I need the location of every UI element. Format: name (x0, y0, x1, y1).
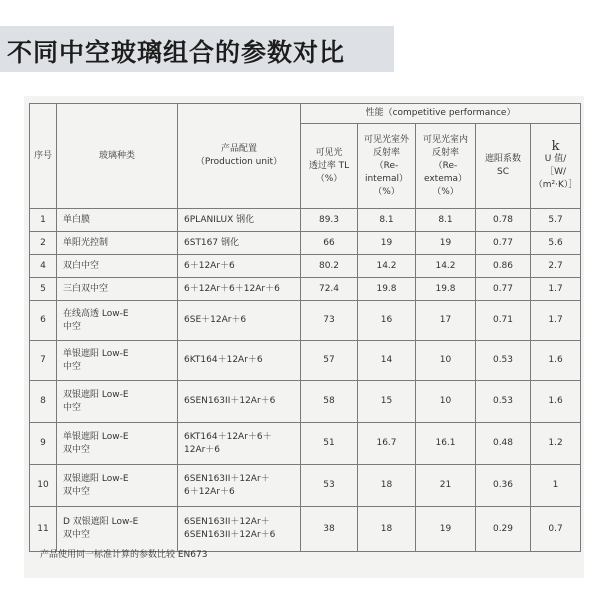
col-header-u-text (533, 153, 578, 192)
cell-sc: 0.29 (476, 507, 531, 552)
cell-glass-type (57, 341, 178, 381)
cell-sc: 0.48 (476, 423, 531, 465)
cell-no: 9 (30, 423, 57, 465)
cell-reflect-out: 19.8 (358, 278, 416, 301)
cell-tl: 58 (301, 381, 358, 423)
table-row (30, 423, 581, 465)
col-header-reflect-out (358, 124, 416, 209)
cell-glass-type-line: 双白中空 (63, 260, 100, 271)
col-header-config-en: （Production unit） (195, 157, 283, 167)
table-row (30, 278, 581, 301)
cell-glass-type-line: 在线高透 Low-E (63, 308, 129, 319)
table-row (30, 209, 581, 232)
cell-glass-type-line: 双中空 (63, 444, 91, 455)
table-row (30, 255, 581, 278)
cell-config (178, 423, 301, 465)
cell-no: 10 (30, 465, 57, 507)
cell-reflect-in: 16.1 (416, 423, 476, 465)
header-line: （Re-intemal） (364, 160, 409, 184)
cell-reflect-out: 14 (358, 341, 416, 381)
cell-config-line: 6ST167 钢化 (184, 237, 239, 248)
header-line: （Re-extema） (423, 160, 468, 184)
cell-reflect-in: 8.1 (416, 209, 476, 232)
cell-tl: 53 (301, 465, 358, 507)
cell-glass-type (57, 465, 178, 507)
table-body (30, 209, 581, 552)
cell-config-line: 6SEN163II＋12Ar＋6 (184, 530, 276, 540)
cell-tl: 72.4 (301, 278, 358, 301)
table-row (30, 301, 581, 341)
col-header-no: 序号 (30, 104, 57, 209)
cell-glass-type (57, 209, 178, 232)
handwritten-k-mark: k (551, 139, 560, 154)
cell-config-line: 6＋12Ar＋6 (184, 486, 235, 497)
cell-reflect-in: 19 (416, 507, 476, 552)
cell-glass-type-line: 双中空 (63, 486, 91, 497)
cell-u: 5.7 (531, 209, 581, 232)
cell-config (178, 255, 301, 278)
cell-glass-type-line: 双银遮阳 Low-E (63, 473, 129, 484)
cell-u: 2.7 (531, 255, 581, 278)
cell-tl: 80.2 (301, 255, 358, 278)
cell-config-line: 6SEN163II＋12Ar＋6 (184, 396, 276, 406)
cell-reflect-in: 19.8 (416, 278, 476, 301)
cell-tl: 89.3 (301, 209, 358, 232)
cell-reflect-in: 17 (416, 301, 476, 341)
cell-glass-type (57, 381, 178, 423)
cell-reflect-out: 18 (358, 507, 416, 552)
cell-config (178, 507, 301, 552)
header-line: 遮阳系数 (484, 154, 521, 164)
table-row (30, 381, 581, 423)
cell-config (178, 301, 301, 341)
cell-glass-type-line: 单银遮阳 Low-E (63, 348, 129, 359)
cell-sc: 0.77 (476, 232, 531, 255)
cell-config-line: 6SEN163II＋12Ar＋ (184, 517, 270, 527)
cell-config-line: 12Ar＋6 (184, 444, 221, 455)
header-line: ［W/ (545, 167, 566, 177)
header-line: （%） (315, 173, 343, 184)
header-line: 透过率 TL (308, 160, 350, 171)
cell-glass-type (57, 423, 178, 465)
table-row (30, 507, 581, 552)
cell-reflect-in: 10 (416, 341, 476, 381)
parameter-table (29, 103, 581, 552)
cell-no: 1 (30, 209, 57, 232)
cell-no: 8 (30, 381, 57, 423)
cell-tl: 73 (301, 301, 358, 341)
cell-glass-type-line: 双银遮阳 Low-E (63, 389, 129, 400)
header-line: SC (497, 167, 509, 177)
cell-reflect-out: 19 (358, 232, 416, 255)
cell-sc: 0.53 (476, 341, 531, 381)
col-header-config (178, 104, 301, 209)
table-row (30, 232, 581, 255)
cell-u: 1.6 (531, 341, 581, 381)
cell-glass-type-line: 单银遮阳 Low-E (63, 431, 129, 442)
col-header-reflect-in (416, 124, 476, 209)
cell-glass-type-line: 双中空 (63, 530, 91, 540)
cell-u: 1 (531, 465, 581, 507)
cell-tl: 38 (301, 507, 358, 552)
cell-glass-type-line: D 双银遮阳 Low-E (63, 517, 139, 527)
header-line: （%） (373, 186, 400, 197)
cell-tl: 57 (301, 341, 358, 381)
cell-u: 5.6 (531, 232, 581, 255)
header-line: 反射率 (431, 147, 459, 158)
cell-config (178, 278, 301, 301)
cell-config-line: 6＋12Ar＋6 (184, 260, 235, 271)
cell-glass-type (57, 301, 178, 341)
title-banner (0, 26, 394, 72)
cell-sc: 0.77 (476, 278, 531, 301)
cell-tl: 66 (301, 232, 358, 255)
header-line: （m²·K）］ (533, 180, 578, 190)
cell-u: 1.7 (531, 301, 581, 341)
cell-config-line: 6＋12Ar＋6＋12Ar＋6 (184, 283, 280, 294)
cell-reflect-out: 14.2 (358, 255, 416, 278)
cell-no: 7 (30, 341, 57, 381)
header-row-group (30, 104, 581, 124)
cell-no: 2 (30, 232, 57, 255)
cell-glass-type-line: 中空 (63, 402, 82, 413)
col-header-sc (476, 124, 531, 209)
header-line: （%） (432, 186, 459, 197)
cell-no: 11 (30, 507, 57, 552)
cell-reflect-out: 18 (358, 465, 416, 507)
cell-reflect-in: 10 (416, 381, 476, 423)
cell-reflect-out: 16.7 (358, 423, 416, 465)
col-header-u (531, 124, 581, 209)
cell-config (178, 381, 301, 423)
cell-reflect-in: 21 (416, 465, 476, 507)
header-line: 可见光 (315, 147, 343, 158)
cell-tl: 51 (301, 423, 358, 465)
cell-no: 5 (30, 278, 57, 301)
col-header-tl (301, 124, 358, 209)
cell-glass-type (57, 255, 178, 278)
cell-glass-type-line: 中空 (63, 361, 82, 372)
cell-no: 6 (30, 301, 57, 341)
page-title: 不同中空玻璃组合的参数对比 (7, 38, 346, 67)
cell-reflect-in: 14.2 (416, 255, 476, 278)
cell-reflect-out: 16 (358, 301, 416, 341)
cell-glass-type-line: 单白膜 (63, 214, 91, 225)
header-line: 反射率 (372, 147, 400, 158)
cell-reflect-in: 19 (416, 232, 476, 255)
cell-glass-type (57, 232, 178, 255)
cell-config (178, 341, 301, 381)
cell-config-line: 6SEN163II＋12Ar＋ (184, 473, 270, 484)
cell-sc: 0.36 (476, 465, 531, 507)
cell-u: 1.7 (531, 278, 581, 301)
cell-reflect-out: 15 (358, 381, 416, 423)
cell-no: 4 (30, 255, 57, 278)
cell-glass-type-line: 中空 (63, 321, 82, 332)
cell-glass-type-line: 单阳光控制 (63, 237, 109, 248)
cell-u: 1.6 (531, 381, 581, 423)
col-header-type: 玻璃种类 (57, 104, 178, 209)
header-line: 可见光室外 (363, 134, 409, 145)
cell-config-line: 6KT164＋12Ar＋6＋ (184, 431, 272, 442)
cell-config-line: 6PLANILUX 钢化 (184, 214, 255, 225)
cell-reflect-out: 8.1 (358, 209, 416, 232)
cell-u: 1.2 (531, 423, 581, 465)
table-row (30, 465, 581, 507)
col-header-performance: 性能（competitive performance） (301, 104, 581, 124)
cell-sc: 0.71 (476, 301, 531, 341)
table-row (30, 341, 581, 381)
cell-config-line: 6KT164＋12Ar＋6 (184, 355, 263, 365)
cell-config (178, 465, 301, 507)
header-line: U 值/ (544, 154, 567, 164)
cell-config-line: 6SE＋12Ar＋6 (184, 315, 247, 325)
cell-glass-type-line: 三白双中空 (63, 283, 109, 294)
footnote: 产品使用同一标准计算的参数比较 EN673 (40, 550, 208, 560)
cell-u: 0.7 (531, 507, 581, 552)
col-header-config-cn: 产品配置 (220, 144, 257, 154)
cell-config (178, 209, 301, 232)
cell-sc: 0.53 (476, 381, 531, 423)
cell-glass-type (57, 507, 178, 552)
cell-glass-type (57, 278, 178, 301)
cell-sc: 0.78 (476, 209, 531, 232)
cell-config (178, 232, 301, 255)
header-line: 可见光室内 (422, 134, 468, 145)
cell-sc: 0.86 (476, 255, 531, 278)
